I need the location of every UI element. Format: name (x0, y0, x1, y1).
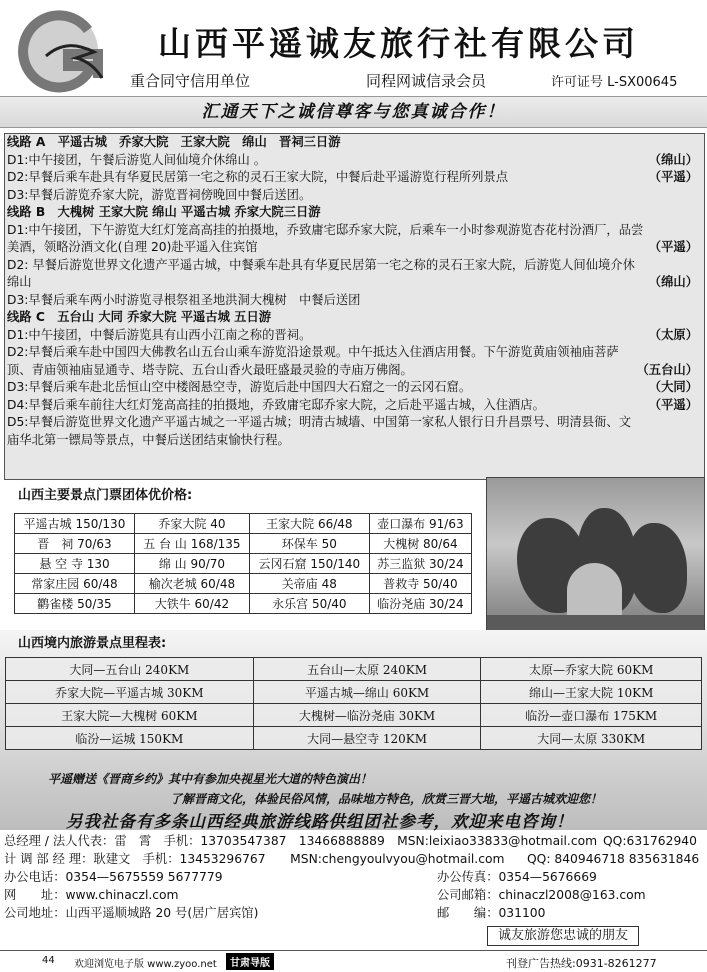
distance-table (5, 657, 702, 750)
route-title (5, 204, 704, 222)
distance-cell: 平遥古城—绵山 60KM (253, 681, 481, 704)
footer-website: 欢迎浏览电子版 www.zyoo.net (74, 959, 217, 970)
ticket-title: 山西主要景点门票团体优价格: (18, 488, 193, 503)
ticket-cell: 鹳雀楼 50/35 (15, 594, 135, 614)
distance-cell: 大同—五台山 240KM (6, 658, 254, 681)
route-text: D2: 早餐后游览世界文化遗产平遥古城，中餐乘车赴具有华夏民居第一宅之称的灵石王家大院，后游览人间仙境介休 (7, 257, 635, 272)
distance-cell: 大同—太原 330KM (481, 727, 702, 750)
ticket-cell: 平遥古城 150/130 (15, 514, 135, 534)
route-line (5, 379, 704, 397)
distance-cell: 临汾—壶口瀑布 175KM (481, 704, 702, 727)
motto-box: 诚友旅游您忠诚的朋友 (487, 926, 639, 946)
route-location: （大同） (645, 379, 698, 397)
route-line (5, 292, 704, 310)
page-number: 44 (42, 955, 55, 966)
route-location: （绵山） (645, 274, 698, 292)
route-line (5, 239, 704, 257)
route-location: （平遥） (645, 397, 698, 415)
routes-panel (4, 133, 705, 480)
company-name: 山西平遥诚友旅行社有限公司 (158, 24, 639, 63)
ticket-cell: 常家庄园 60/48 (15, 574, 135, 594)
table-row (6, 681, 702, 704)
ticket-cell: 绵 山 90/70 (134, 554, 249, 574)
distance-cell: 大同—悬空寺 120KM (253, 727, 481, 750)
ticket-cell: 王家大院 66/48 (249, 514, 369, 534)
honor-member: 同程网诚信录会员 (366, 72, 487, 90)
ticket-cell: 悬 空 寺 130 (15, 554, 135, 574)
route-location: （平遥） (645, 239, 698, 257)
route-text: D3:早餐后乘车两小时游览寻根祭祖圣地洪洞大槐树 中餐后送团 (7, 292, 361, 307)
route-text: D1:中午接团，中餐后游览具有山西小江南之称的晋祠。 (7, 327, 312, 342)
distance-section (0, 632, 707, 750)
distance-cell: 大槐树—临汾尧庙 30KM (253, 704, 481, 727)
route-text: D2:早餐后乘车赴中国四大佛教名山五台山乘车游览沿途景观。中午抵达入住酒店用餐。下午游览黄庙领袖庙菩萨 (7, 345, 619, 359)
route-line (5, 187, 704, 205)
route-title (5, 134, 704, 152)
route-text: D5:早餐后游览世界文化遗产平遥古城之一平遥古城；明清古城墙、中国第一家私人银行日升昌票号、明清县衙、文 (7, 415, 631, 429)
dispatch-qq: QQ: 840946718 835631846 (527, 852, 700, 866)
poem-line-2: 了解晋商文化，体验民俗风情，品味地方特色，欣赏三晋大地，平遥古城欢迎您！ (170, 792, 603, 806)
dispatch-contact: 计 调 部 经 理：耿建文 手机：13453296767 MSN:chengyoulvyou@hotmail.com (4, 852, 505, 866)
website[interactable]: 网 址：www.chinaczl.com (4, 888, 179, 902)
ticket-cell: 云冈石窟 150/140 (249, 554, 369, 574)
distance-cell: 绵山—王家大院 10KM (481, 681, 702, 704)
ticket-cell: 普救寺 50/40 (369, 574, 471, 594)
table-row (15, 594, 472, 614)
ad-hotline: 刊登广告热线:0931-8261277 (506, 957, 657, 970)
poem-line-1: 平遥赠送《晋商乡约》其中有参加央视星光大道的特色演出！ (48, 772, 373, 786)
table-row (6, 658, 702, 681)
route-location: （五台山） (633, 362, 699, 380)
route-line (5, 344, 704, 362)
route-text: 美酒，领略汾酒文化(自理 20)赴平遥入住宾馆 (7, 240, 258, 254)
office-phone: 办公电话：0354—5675559 5677779 (4, 870, 223, 884)
route-text: 线路 C 五台山 大同 乔家大院 平遥古城 五日游 (7, 310, 272, 324)
route-line (5, 397, 704, 415)
ticket-cell: 关帝庙 48 (249, 574, 369, 594)
route-text: D3:早餐后游览乔家大院，游览晋祠傍晚回中餐后送团。 (7, 187, 312, 202)
route-text: 线路 B 大槐树 王家大院 绵山 平遥古城 乔家大院三日游 (7, 205, 321, 219)
scenic-photo (486, 477, 705, 644)
table-row (15, 534, 472, 554)
manager-contact: 总经理 / 法人代表：雷 霄 手机：13703547387 13466888889 MSN:leixiao33833@hotmail.com (4, 834, 598, 848)
route-text: D1:中午接团，下午游览大红灯笼高高挂的拍摄地，乔致庸宅邸乔家大院，后乘车一小时参观游览杏花村汾酒厂，品尝 (7, 222, 644, 237)
postcode: 邮 编：031100 (437, 906, 546, 920)
ticket-cell: 乔家大院 40 (134, 514, 249, 534)
route-text: 顶、青庙领袖庙显通寺、塔寺院、五台山香火最旺盛最灵验的寺庙万佛阁。 (7, 362, 413, 377)
ticket-cell: 五 台 山 168/135 (134, 534, 249, 554)
route-line (5, 414, 704, 432)
ticket-cell: 临汾尧庙 30/24 (369, 594, 471, 614)
company-logo (6, 8, 116, 94)
table-row (15, 574, 472, 594)
distance-cell: 太原—乔家大院 60KM (481, 658, 702, 681)
manager-qq: QQ:631762940 (603, 834, 697, 848)
ticket-cell: 环保车 50 (249, 534, 369, 554)
ticket-cell: 晋 祠 70/63 (15, 534, 135, 554)
route-line (5, 327, 704, 345)
distance-cell: 临汾—运城 150KM (6, 727, 254, 750)
route-text: 线路 A 平遥古城 乔家大院 王家大院 绵山 晋祠三日游 (7, 135, 341, 149)
table-row (6, 704, 702, 727)
route-location: （太原） (645, 327, 698, 345)
company-address: 公司地址：山西平遥顺城路 20 号(居广居宾馆) (4, 906, 259, 920)
route-text: D4:早餐后乘车前往大红灯笼高高挂的拍摄地，乔致庸宅邸乔家大院，之后赴平遥古城，入住酒店。 (7, 397, 545, 412)
distance-cell: 乔家大院—平遥古城 30KM (6, 681, 254, 704)
route-text: D1:中午接团，午餐后游览人间仙境介休绵山 。 (7, 152, 266, 167)
route-text: D3:早餐后乘车赴北岳恒山空中楼阁悬空寺，游览后赴中国四大石窟之一的云冈石窟。 (7, 380, 472, 394)
ticket-cell: 榆次老城 60/48 (134, 574, 249, 594)
route-line (5, 222, 704, 240)
table-row (6, 727, 702, 750)
route-line (5, 274, 704, 292)
route-text: D2:早餐后乘车赴具有华夏民居第一宅之称的灵石王家大院，中餐后赴平遥游览行程所列景点 (7, 170, 509, 184)
ticket-cell: 永乐宫 50/40 (249, 594, 369, 614)
page-footer (0, 950, 707, 972)
footer-badge: 甘肃导版 (226, 953, 274, 970)
ticket-cell: 壶口瀑布 91/63 (369, 514, 471, 534)
table-row (15, 514, 472, 534)
distance-cell: 王家大院—大槐树 60KM (6, 704, 254, 727)
ticket-section (14, 484, 480, 630)
ticket-table (14, 513, 472, 614)
company-email[interactable]: 公司邮箱：chinaczl2008@163.com (437, 888, 646, 902)
honor-credit: 重合同守信用单位 (130, 72, 251, 90)
office-fax: 办公传真：0354—5676669 (437, 870, 597, 884)
route-text: 庙华北第一镖局等景点，中餐后送团结束愉快行程。 (7, 432, 290, 447)
route-text: 绵山 (7, 275, 32, 289)
route-location: （绵山） (645, 152, 698, 170)
slogan-banner: 汇通天下之诚信尊客与您真诚合作！ (0, 96, 707, 128)
distance-cell: 五台山—太原 240KM (253, 658, 481, 681)
route-line (5, 257, 704, 275)
ticket-cell: 大槐树 80/64 (369, 534, 471, 554)
distance-title: 山西境内旅游景点里程表: (18, 636, 167, 651)
route-line (5, 169, 704, 187)
license-number: 许可证号 L-SX00645 (551, 75, 678, 90)
route-title (5, 309, 704, 327)
ticket-cell: 大铁牛 60/42 (134, 594, 249, 614)
route-line (5, 432, 704, 450)
route-line (5, 362, 704, 380)
advert-text: 另我社备有多条山西经典旅游线路供组团社参考，欢迎来电咨询！ (66, 812, 574, 831)
route-location: （平遥） (645, 169, 698, 187)
table-row (15, 554, 472, 574)
ticket-cell: 苏三监狱 30/24 (369, 554, 471, 574)
route-line (5, 152, 704, 170)
